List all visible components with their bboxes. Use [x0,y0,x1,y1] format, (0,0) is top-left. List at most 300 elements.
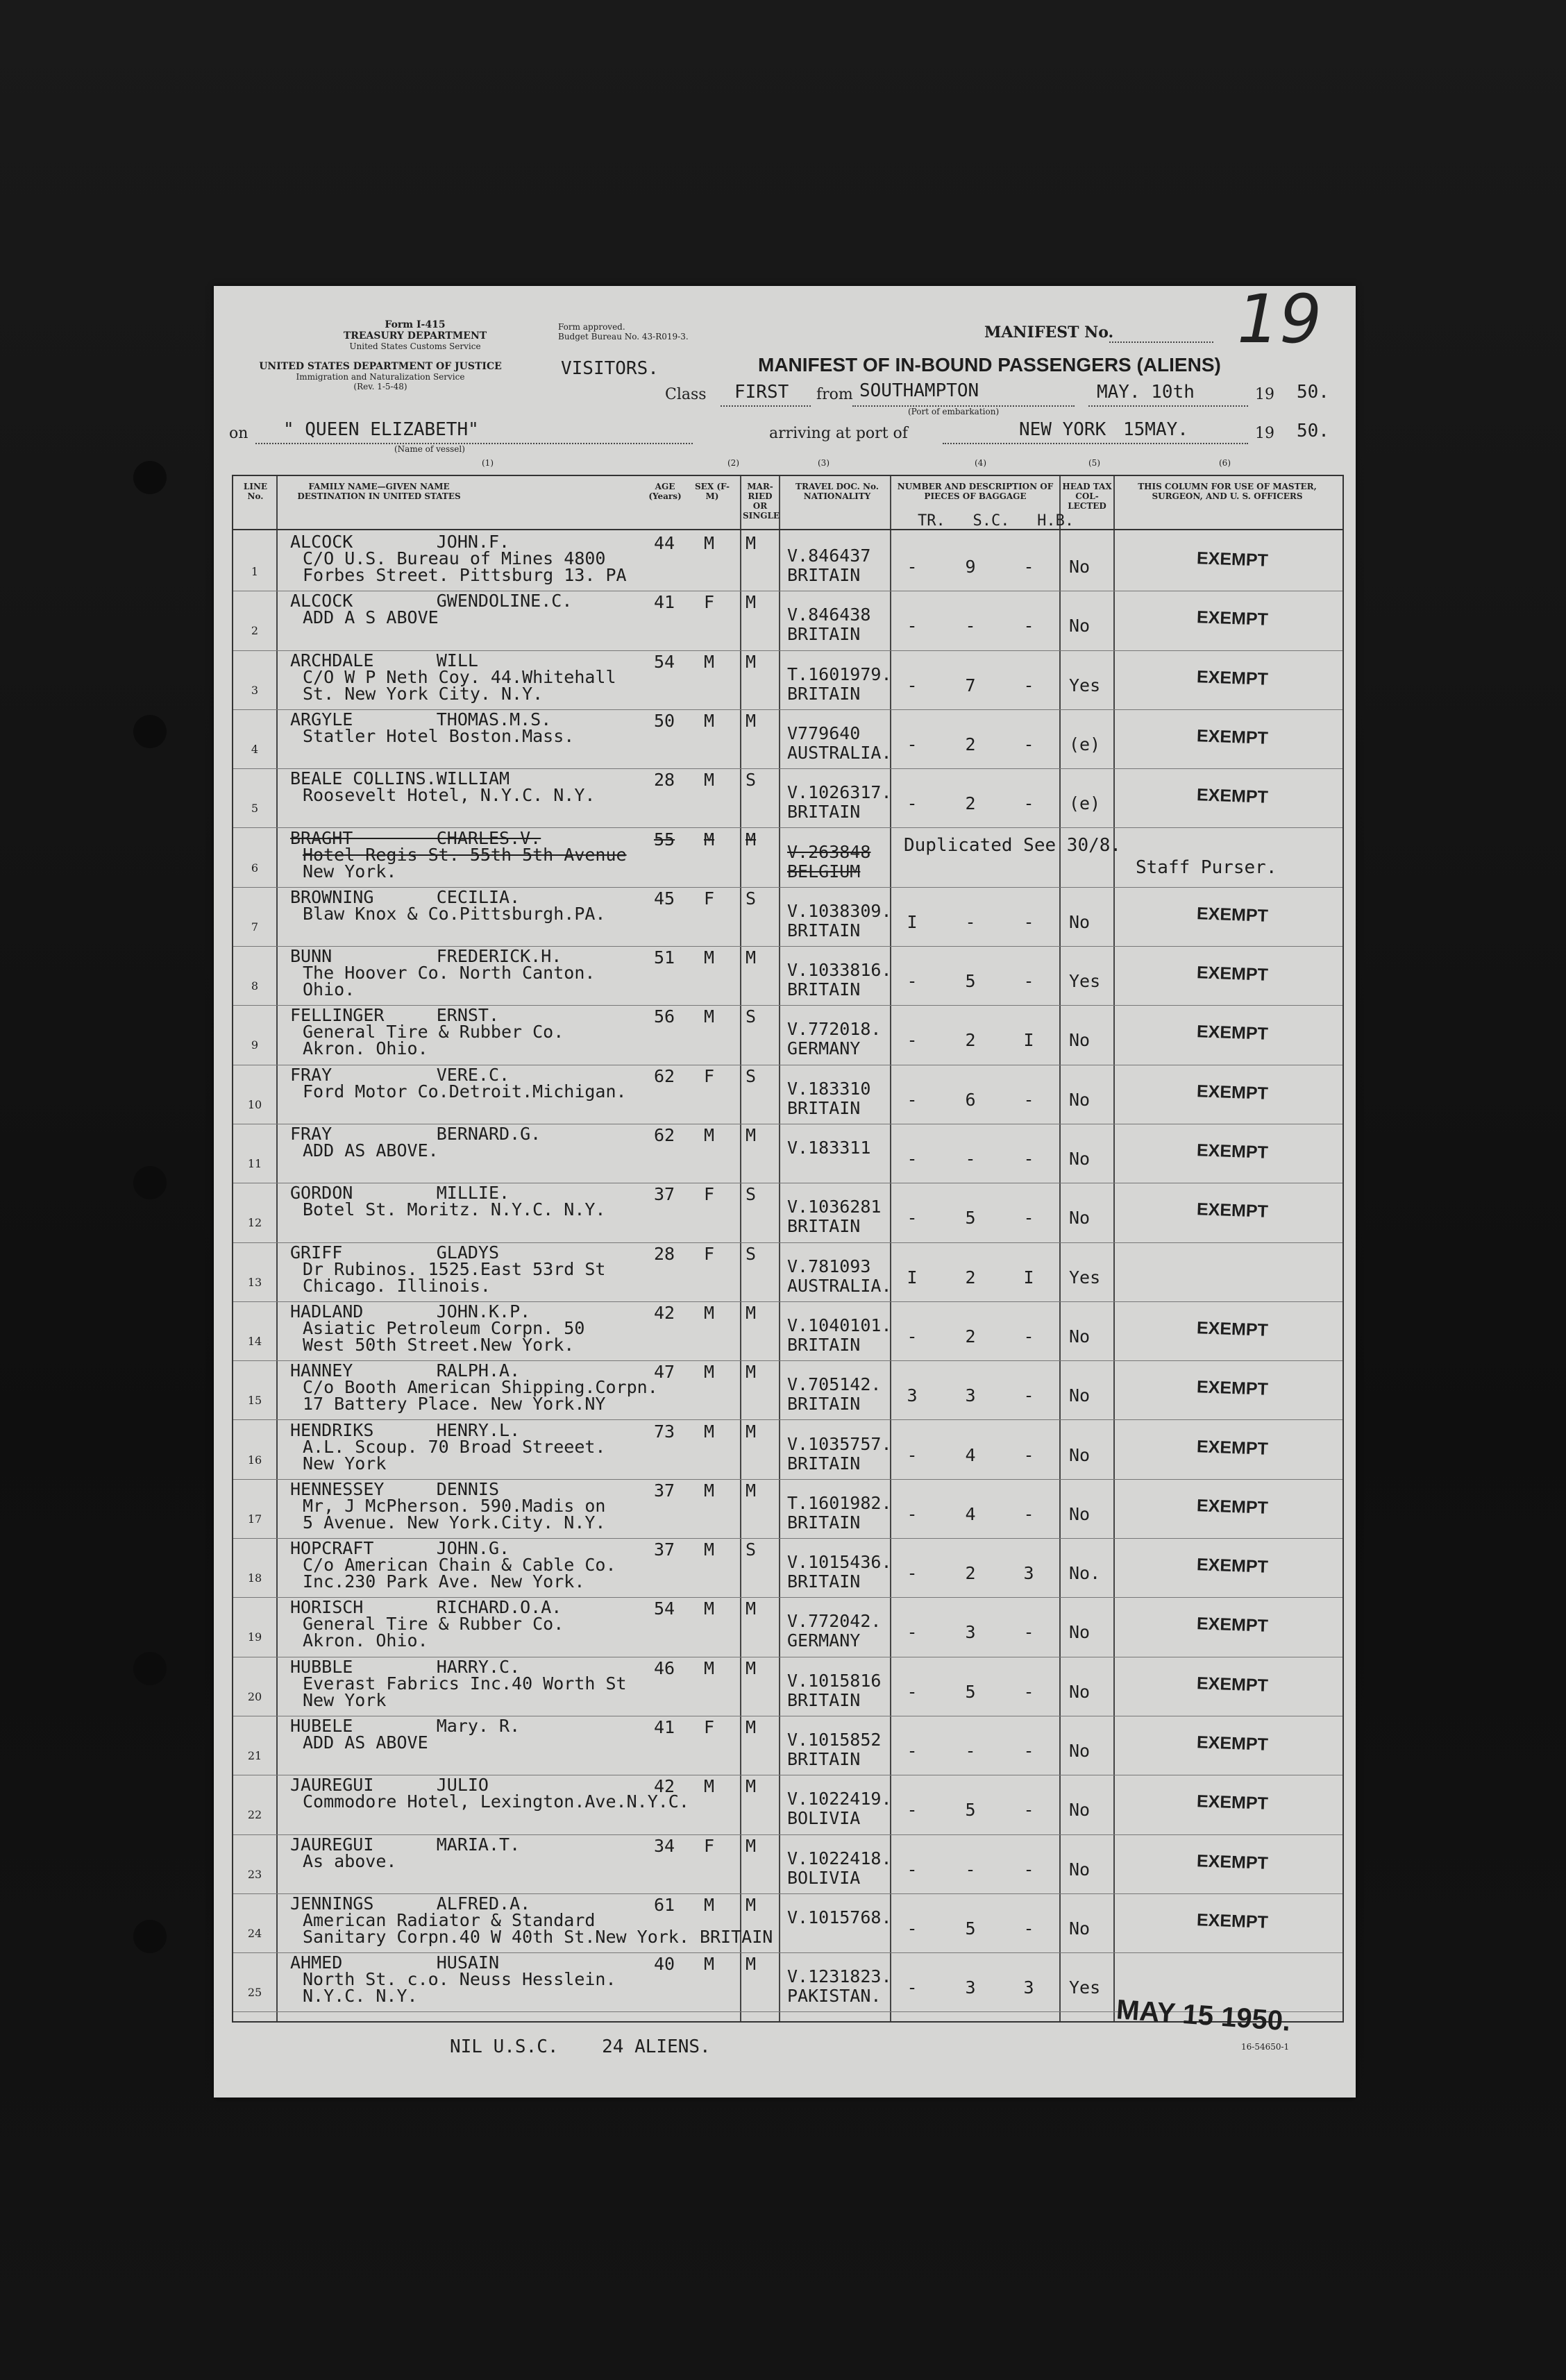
marital-status: M [746,651,757,672]
staff-note: Staff Purser. [1136,856,1277,878]
passenger-name: JENNINGS ALFRED.A. [290,1893,531,1914]
officer-note: EXEMPT [1196,726,1269,748]
passenger-name: BEALE COLLINS.WILLIAM [290,768,510,789]
passenger-name: HORISCH RICHARD.O.A. [290,1597,562,1618]
passenger-sex: M [704,829,715,850]
passenger-name: BROWNING CECILIA. [290,886,521,907]
visitors-label: VISITORS. [561,358,659,379]
destination-line-1: Ford Motor Co.Detroit.Michigan. [303,1081,627,1102]
passenger-age: 62 [654,1065,675,1086]
class-label: Class [665,386,707,403]
passenger-sex: M [704,1776,715,1797]
baggage-tr: - [907,1622,918,1643]
destination-line-2: 17 Battery Place. New York.NY [303,1394,606,1415]
nationality: BRITAIN [787,802,861,822]
travel-doc-number: V.1015768. [787,1907,892,1927]
baggage-hb: - [1023,734,1034,754]
destination-line-1: ADD AS ABOVE [303,1732,428,1753]
nationality: BRITAIN [787,1394,861,1415]
header-rule [233,529,1342,530]
baggage-sc: - [965,1149,976,1169]
nationality: BRITAIN [787,1216,861,1237]
year-prefix: 19 [1255,386,1274,403]
baggage-hb: - [1023,1622,1034,1643]
nationality: BRITAIN [787,1749,861,1769]
passenger-sex: M [704,651,715,672]
passenger-name: ALCOCK GWENDOLINE.C. [290,591,573,611]
column-number-1: (1) [482,458,494,468]
baggage-tr: - [907,734,918,754]
budget-bureau: Budget Bureau No. 43-R019-3. [558,332,689,341]
head-tax: No [1069,1503,1091,1524]
line-number: 4 [251,742,259,756]
line-number: 21 [247,1749,262,1762]
table-row [233,1716,1342,1775]
nationality: BRITAIN [787,624,861,645]
header-travel-doc: TRAVEL DOC. No. NATIONALITY [795,482,879,501]
table-row [233,1242,1342,1302]
table-row [233,709,1342,769]
passenger-age: 73 [654,1421,675,1442]
table-row [233,1597,1342,1657]
travel-doc-number: T.1601979. [787,664,892,684]
marital-status: S [746,770,757,791]
passenger-name: AHMED HUSAIN [290,1952,500,1973]
destination-line-1: Hotel Regis St. 55th 5th Avenue [303,844,627,865]
line-number: 3 [251,683,259,697]
baggage-tr: 3 [907,1385,918,1406]
line-number: 8 [251,979,259,993]
table-row [233,1360,1342,1420]
baggage-tr: - [907,971,918,992]
destination-line-2: Akron. Ohio. [303,1038,428,1059]
passenger-sex: M [704,533,715,553]
baggage-tr: - [907,1859,918,1880]
nationality: BRITAIN [787,1512,861,1533]
passenger-sex: F [704,888,715,909]
table-row [233,1775,1342,1834]
marital-status: M [746,1125,757,1145]
nationality: BRITAIN [787,1571,861,1592]
baggage-tr: I [907,1267,918,1288]
on-label: on [229,425,249,442]
manifest-title: MANIFEST OF IN-BOUND PASSENGERS (ALIENS) [758,354,1221,375]
nationality: AUSTRALIA. [787,742,892,763]
passenger-name: HANNEY RALPH.A. [290,1360,521,1381]
travel-doc-number: T.1601982. [787,1492,892,1513]
head-tax: No [1069,1681,1091,1702]
baggage-tr: - [907,1977,918,1998]
travel-doc-number: V.1015436. [787,1552,892,1573]
passenger-name: FELLINGER ERNST. [290,1005,500,1026]
nationality: BRITAIN [787,979,861,1000]
travel-doc-number: V.705142. [787,1374,882,1395]
baggage-sc: 3 [965,1977,976,1998]
column-number-4: (4) [975,458,986,468]
embarkation-port: SOUTHAMPTON [859,380,979,401]
column-number-5: (5) [1088,458,1100,468]
table-row [233,591,1342,650]
passenger-name: HENNESSEY DENNIS [290,1478,500,1499]
baggage-tr: - [907,1800,918,1821]
travel-doc-number: V.1022418. [787,1848,892,1868]
baggage-tr: - [907,1208,918,1229]
passenger-age: 51 [654,947,675,968]
customs-service: United States Customs Service [349,341,481,351]
duplicate-note: Duplicated See 30/8. [904,834,1122,856]
nationality: BOLIVIA [787,1867,861,1888]
passenger-name: HENDRIKS HENRY.L. [290,1419,521,1440]
baggage-hb: - [1023,1681,1034,1702]
baggage-sc: - [965,1859,976,1880]
header-age: AGE (Years) [648,482,682,501]
travel-doc-number: V.846437 [787,546,871,566]
line-number: 2 [251,624,259,638]
baggage-hb: 3 [1023,1563,1034,1584]
passenger-name: ARCHDALE WILL [290,650,478,670]
revision-date: (Rev. 1-5-48) [353,382,407,391]
passenger-sex: M [704,1894,715,1915]
column-number-6: (6) [1219,458,1231,468]
officer-note: EXEMPT [1196,1022,1269,1045]
passenger-sex: F [704,1065,715,1086]
baggage-tr: - [907,1149,918,1169]
nationality: BRITAIN [787,1097,861,1118]
passenger-sex: M [704,1362,715,1383]
officer-note: EXEMPT [1196,1496,1269,1518]
destination-line-1: North St. c.o. Neuss Hesslein. [303,1969,616,1990]
head-tax: (e) [1069,793,1101,814]
baggage-hb: - [1023,1326,1034,1347]
table-row [233,1183,1342,1242]
baggage-hb: - [1023,793,1034,814]
passenger-age: 47 [654,1362,675,1383]
officer-note: EXEMPT [1196,1791,1269,1814]
baggage-sc: - [965,616,976,636]
header-head-tax: HEAD TAX COL- LECTED [1062,482,1112,511]
marital-status: M [746,1480,757,1501]
passenger-age: 62 [654,1125,675,1145]
passenger-age: 42 [654,1776,675,1797]
head-tax: No [1069,911,1091,932]
destination-line-1: C/o American Chain & Cable Co. [303,1555,616,1576]
table-row [233,1124,1342,1183]
table-row [233,532,1342,591]
nationality: BRITAIN [787,565,861,585]
officer-note: EXEMPT [1196,1673,1269,1696]
travel-doc-number: V779640 [787,723,861,743]
destination-line-2: Chicago. Illinois. [303,1275,491,1296]
line-number: 22 [247,1808,262,1822]
line-number: 10 [247,1097,262,1111]
marital-status: M [746,1894,757,1915]
marital-status: M [746,1598,757,1619]
baggage-hb: - [1023,557,1034,577]
table-row [233,1893,1342,1953]
baggage-tr: - [907,1563,918,1584]
passenger-sex: M [704,1598,715,1619]
destination-line-2: Forbes Street. Pittsburg 13. PA [303,565,627,585]
destination-line-2: St. New York City. N.Y. [303,683,544,704]
marital-status: S [746,1184,757,1205]
embarkation-date: MAY. 10th [1097,382,1195,403]
nationality: PAKISTAN. [787,1986,882,2007]
destination-line-1: General Tire & Rubber Co. [303,1022,564,1043]
travel-doc-number: V.772018. [787,1019,882,1040]
destination-line-2: New York. [303,861,397,881]
line-number: 11 [247,1157,262,1170]
passenger-sex: M [704,1125,715,1145]
baggage-tr: - [907,1741,918,1761]
marital-status: M [746,1362,757,1383]
passenger-age: 37 [654,1184,675,1205]
passenger-name: BUNN FREDERICK.H. [290,946,562,967]
line-number: 24 [247,1926,262,1940]
line-number: 17 [247,1512,262,1526]
destination-line-2: N.Y.C. N.Y. [303,1986,418,2007]
destination-line-1: Commodore Hotel, Lexington.Ave.N.Y.C. [303,1791,689,1812]
destination-line-1: Everast Fabrics Inc.40 Worth St [303,1673,627,1694]
officer-note: EXEMPT [1196,548,1269,571]
passenger-age: 41 [654,1717,675,1737]
officer-note: EXEMPT [1196,1140,1269,1163]
baggage-sc: 9 [965,557,976,577]
nationality: BRITAIN [787,1453,861,1474]
passenger-name: HUBELE Mary. R. [290,1716,521,1736]
head-tax: No. [1069,1563,1101,1584]
baggage-hb: - [1023,1444,1034,1465]
marital-status: M [746,1717,757,1737]
passenger-name: FRAY VERE.C. [290,1064,510,1085]
head-tax: No [1069,1741,1091,1761]
year-value: 50. [1297,382,1329,403]
manifest-number: 19 [1237,286,1322,358]
passenger-name: HOPCRAFT JOHN.G. [290,1538,510,1559]
destination-line-2: New York [303,1689,387,1710]
destination-line-1: A.L. Scoup. 70 Broad Streeet. [303,1436,606,1457]
marital-status: S [746,888,757,909]
header-baggage: NUMBER AND DESCRIPTION OF PIECES OF BAGGAGE [897,482,1054,501]
travel-doc-number: V.1033816. [787,960,892,981]
passenger-name: ALCOCK JOHN.F. [290,532,510,552]
nationality: BRITAIN [787,1689,861,1710]
nationality: BRITAIN [787,683,861,704]
head-tax: No [1069,1385,1091,1406]
passenger-name: HADLAND JOHN.K.P. [290,1301,531,1322]
head-tax: No [1069,1030,1091,1051]
baggage-hb: 3 [1023,1977,1034,1998]
passenger-age: 55 [654,829,675,850]
table-row [233,1479,1342,1539]
head-tax: Yes [1069,971,1101,992]
baggage-sc: 5 [965,971,976,992]
travel-doc-number: V.1015852 [787,1730,882,1750]
travel-doc-number: V.183311 [787,1138,871,1158]
passenger-table [232,475,1344,2023]
baggage-hb: I [1023,1030,1034,1051]
table-row [233,1538,1342,1598]
travel-doc-number: V.772042. [787,1611,882,1632]
officer-note: EXEMPT [1196,1732,1269,1755]
travel-doc-number: V.1040101. [787,1315,892,1335]
passenger-age: 34 [654,1835,675,1856]
class-value: FIRST [734,382,789,403]
travel-doc-number: V.1231823. [787,1966,892,1987]
marital-status: M [746,1657,757,1678]
passenger-age: 28 [654,1243,675,1264]
destination-line-1: Statler Hotel Boston.Mass. [303,725,575,746]
arrival-date-stamp: MAY 15 1950. [1115,1994,1292,2037]
baggage-tr: - [907,616,918,636]
officer-note: EXEMPT [1196,785,1269,807]
marital-status: S [746,1065,757,1086]
vessel-caption: (Name of vessel) [394,444,465,454]
passenger-sex: M [704,770,715,791]
vessel-line [255,443,693,444]
destination-line-1: Dr Rubinos. 1525.East 53rd St [303,1258,606,1279]
head-tax: No [1069,1444,1091,1465]
baggage-sc: 2 [965,1326,976,1347]
baggage-hb: - [1023,1089,1034,1110]
passenger-name: BRAGHT CHARLES.V. [290,827,541,848]
passenger-sex: M [704,1006,715,1027]
table-row [233,1420,1342,1480]
column-number-2: (2) [727,458,739,468]
form-code: 16-54650-1 [1241,2042,1290,2052]
baggage-tr: - [907,1503,918,1524]
passenger-age: 37 [654,1480,675,1501]
head-tax: Yes [1069,1267,1101,1288]
form-approved: Form approved. [558,322,625,332]
officer-note: EXEMPT [1196,1614,1269,1637]
baggage-hb: - [1023,675,1034,695]
baggage-hb: - [1023,1800,1034,1821]
marital-status: M [746,710,757,731]
table-row [233,946,1342,1006]
passenger-sex: M [704,710,715,731]
baggage-sc: 4 [965,1503,976,1524]
baggage-sc: 2 [965,793,976,814]
baggage-sc: 2 [965,1563,976,1584]
baggage-tr: - [907,1089,918,1110]
baggage-sc: - [965,911,976,932]
baggage-hb: - [1023,616,1034,636]
destination-line-1: American Radiator & Standard [303,1909,596,1930]
passenger-sex: M [704,947,715,968]
baggage-hb: - [1023,1385,1034,1406]
department-of-justice: UNITED STATES DEPARTMENT OF JUSTICE [259,361,502,372]
destination-line-2: Ohio. [303,979,355,1000]
nationality: BRITAIN [787,920,861,940]
baggage-tr: - [907,1326,918,1347]
column-number-3: (3) [818,458,830,468]
travel-doc-number: V.1015816 [787,1670,882,1691]
line-number: 9 [251,1038,259,1052]
header-name: FAMILY NAME—GIVEN NAME DESTINATION IN UNITED STATES [297,482,461,501]
passenger-age: 44 [654,533,675,553]
officer-note: EXEMPT [1196,904,1269,926]
nationality: GERMANY [787,1630,861,1651]
baggage-tr: - [907,1444,918,1465]
baggage-tr: - [907,1681,918,1702]
manifest-no-label: MANIFEST No. [984,323,1114,341]
manifest-no-line [1109,341,1213,343]
form-number: Form I-415 [385,319,446,330]
marital-status: M [746,1835,757,1856]
passenger-sex: M [704,1657,715,1678]
passenger-age: 54 [654,651,675,672]
table-row [233,650,1342,710]
officer-note: EXEMPT [1196,1377,1269,1399]
baggage-hb: - [1023,911,1034,932]
line-number: 6 [251,861,259,875]
baggage-sc: 4 [965,1444,976,1465]
baggage-sc: 5 [965,1681,976,1702]
passenger-sex: M [704,1954,715,1975]
nationality: GERMANY [787,1038,861,1059]
destination-line-1: Mr, J McPherson. 590.Madis on [303,1495,606,1516]
passenger-sex: M [704,1302,715,1323]
passenger-age: 37 [654,1539,675,1560]
baggage-sc: 3 [965,1385,976,1406]
destination-line-1: Botel St. Moritz. N.Y.C. N.Y. [303,1199,606,1220]
travel-doc-number: V.846438 [787,605,871,625]
head-tax: No [1069,1859,1091,1880]
baggage-subheader: TR. S.C. H.B. [918,512,1075,530]
destination-line-1: C/o Booth American Shipping.Corpn. [303,1377,658,1398]
officer-note: EXEMPT [1196,607,1269,630]
immigration-service: Immigration and Naturalization Service [296,372,465,382]
line-number: 16 [247,1453,262,1467]
passenger-age: 42 [654,1302,675,1323]
table-row [233,1065,1342,1124]
baggage-tr: - [907,675,918,695]
destination-line-2: Sanitary Corpn.40 W 40th St.New York. BRITAIN [303,1926,773,1947]
line-number: 19 [247,1630,262,1644]
baggage-hb: - [1023,1859,1034,1880]
head-tax: No [1069,1089,1091,1110]
table-row [233,887,1342,947]
head-tax: Yes [1069,1977,1101,1998]
destination-line-1: C/O U.S. Bureau of Mines 4800 [303,548,606,568]
officer-note: EXEMPT [1196,1910,1269,1932]
destination-line-2: New York [303,1453,387,1474]
baggage-hb: - [1023,1918,1034,1939]
arrival-port: NEW YORK [1019,419,1106,440]
baggage-tr: - [907,793,918,814]
head-tax: No [1069,1918,1091,1939]
nationality: BELGIUM [787,861,861,881]
destination-line-1: ADD A S ABOVE [303,607,439,628]
baggage-tr: I [907,911,918,932]
baggage-sc: 7 [965,675,976,695]
destination-line-2: West 50th Street.New York. [303,1334,575,1355]
passenger-age: 41 [654,592,675,613]
travel-doc-number: V.183310 [787,1078,871,1099]
line-number: 5 [251,802,259,816]
passenger-age: 61 [654,1894,675,1915]
baggage-sc: 5 [965,1208,976,1229]
class-line [721,405,811,407]
marital-status: S [746,1539,757,1560]
arrival-line [943,443,1248,444]
passenger-name: GRIFF GLADYS [290,1242,500,1263]
marital-status: S [746,1006,757,1027]
punch-hole [133,1920,167,1953]
passenger-name: JAUREGUI MARIA.T. [290,1834,521,1855]
passenger-sex: F [704,1717,715,1737]
table-row [233,828,1342,888]
